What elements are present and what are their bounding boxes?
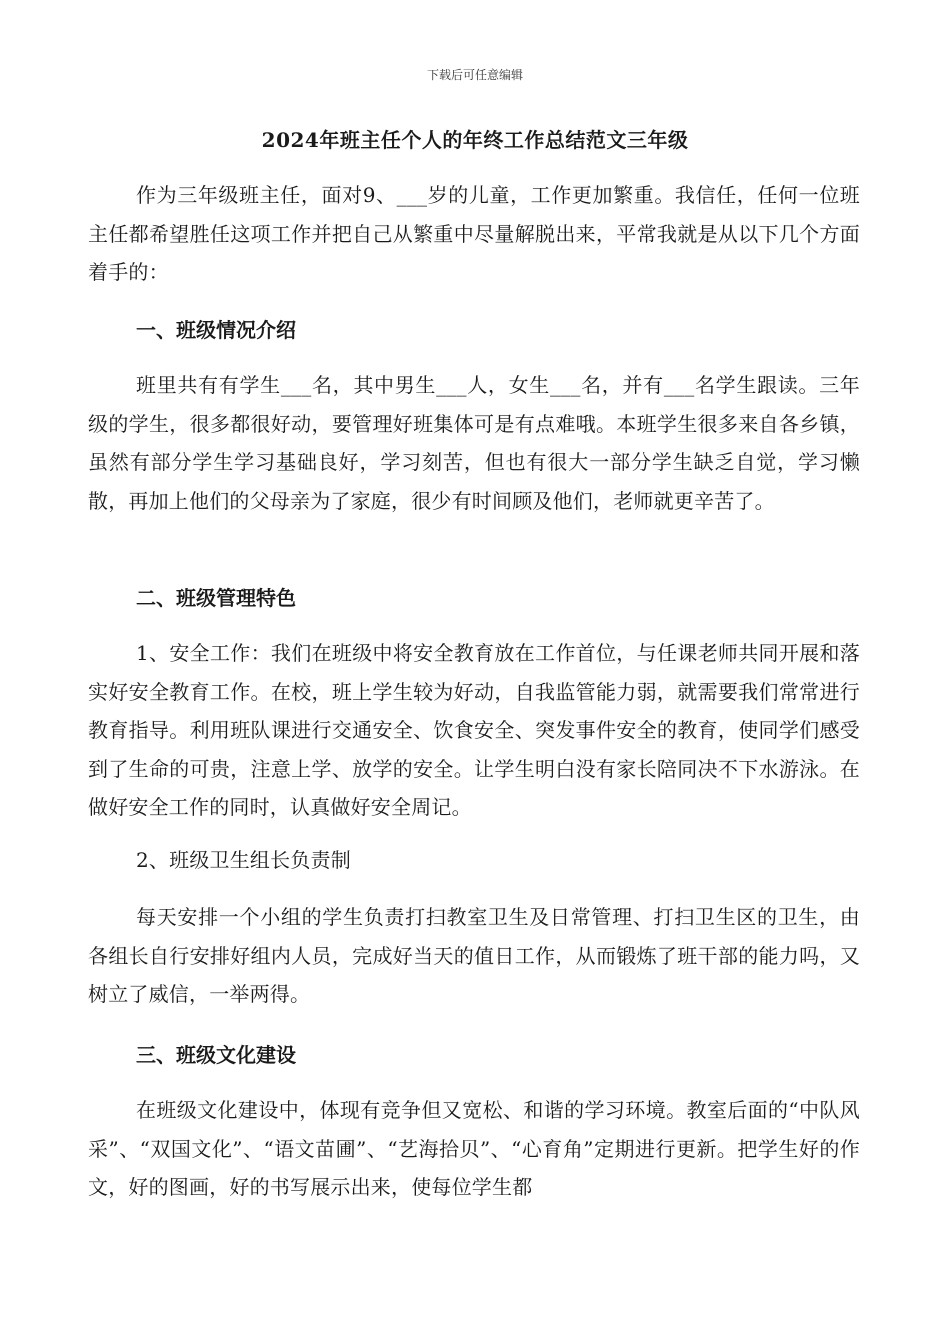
intro-paragraph: 作为三年级班主任，面对9、___岁的儿童，工作更加繁重。我信任，任何一位班主任都希望胜任这项工作并把自己从繁重中尽量解脱出来，平常我就是从以下几个方面着手的： <box>88 183 860 284</box>
section-1-paragraph: 班里共有有学生___名，其中男生___人，女生___名，并有___名学生跟读。三年级的学生，很多都很好动，要管理好班集体可是有点难哦。本班学生很多来自各乡镇，虽然有部分学生学习基础良好，学习刻苦，但也有很大一部分学生缺乏自觉，学习懒散，再加上他们的父母亲为了家庭，很少有时间顾及他们，老师就更辛苦了。 <box>88 373 860 513</box>
document-title: 2024年班主任个人的年终工作总结范文三年级 <box>261 128 689 152</box>
header-note: 下载后可任意编辑 <box>426 68 523 82</box>
section-2-item-2: 2、班级卫生组长负责制 <box>136 848 351 872</box>
section-2-item-2-paragraph: 每天安排一个小组的学生负责打扫教室卫生及日常管理、打扫卫生区的卫生，由各组长自行安排好组内人员，完成好当天的值日工作，从而锻炼了班干部的能力吗，又树立了威信，一举两得。 <box>88 905 860 1006</box>
section-3-paragraph: 在班级文化建设中，体现有竞争但又宽松、和谐的学习环境。教室后面的“中队风采”、“双国文化”、“语文苗圃”、“艺海拾贝”、“心育角”定期进行更新。把学生好的作文，好的图画，好的书写展示出来，使每位学生都 <box>88 1098 860 1199</box>
section-2-item-1: 1、安全工作：我们在班级中将安全教育放在工作首位，与任课老师共同开展和落实好安全教育工作。在校，班上学生较为好动，自我监管能力弱，就需要我们常常进行教育指导。利用班队课进行交通安全、饮食安全、突发事件安全的教育，使同学们感受到了生命的可贵，注意上学、放学的安全。让学生明白没有家长陪同决不下水游泳。在做好安全工作的同时，认真做好安全周记。 <box>88 641 860 819</box>
section-heading-1: 一、班级情况介绍 <box>136 318 296 342</box>
section-heading-3: 三、班级文化建设 <box>136 1043 296 1067</box>
section-heading-2: 二、班级管理特色 <box>136 586 296 610</box>
